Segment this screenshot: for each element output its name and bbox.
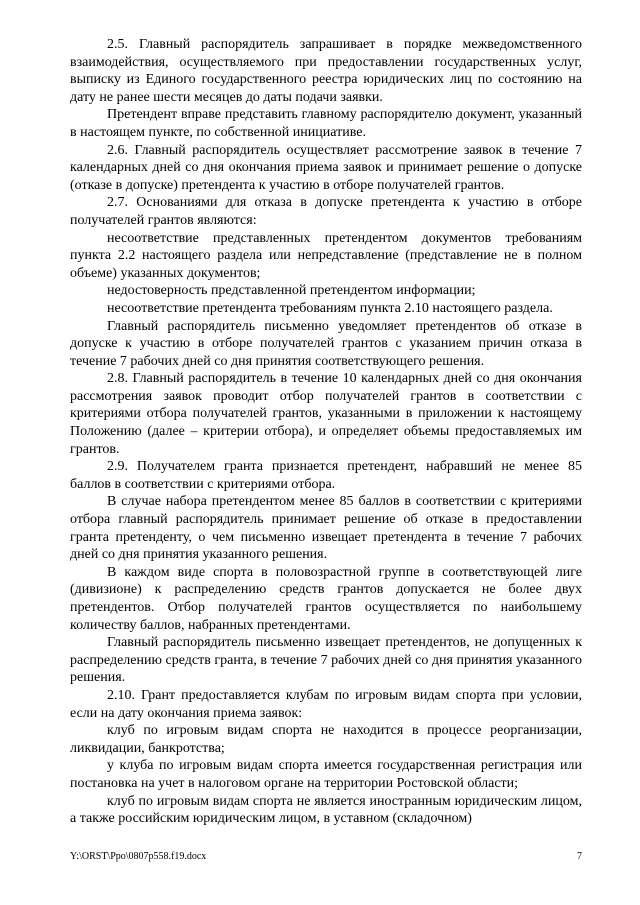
paragraph-2-8: 2.8. Главный распорядитель в течение 10 календарных дней со дня окончания рассмотрения заявок проводит отбор получателей грантов в соответствии с критериями отбора получателей грантов, указанными в приложении к настоящему Положению (далее – критерии отбора), и определяет объемы предоставляемых им грантов. — [70, 371, 582, 457]
list-item: клуб по игровым видам спорта не находится в процессе реорганизации, ликвидации, банкротства; — [70, 723, 582, 756]
paragraph-2-6: 2.6. Главный распорядитель осуществляет рассмотрение заявок в течение 7 календарных дней со дня окончания приема заявок и принимает решение о допуске (отказе в допуске) претендента к участию в отборе получателей грантов. — [70, 142, 582, 193]
paragraph-2-9: 2.9. Получателем гранта признается претендент, набравший не менее 85 баллов в соответствии с критериями отбора. — [70, 459, 582, 492]
paragraph-2-5: 2.5. Главный распорядитель запрашивает в порядке межведомственного взаимодействия, осуществляемого при предоставлении государственных услуг, выписку из Единого государственного реестра юридических лиц по состоянию на дату не ранее шести месяцев до даты подачи заявки. — [70, 37, 582, 105]
paragraph-2-7: 2.7. Основаниями для отказа в допуске претендента к участию в отборе получателей грантов являются: — [70, 195, 582, 228]
document-body — [70, 36, 582, 828]
page-number: 7 — [577, 851, 582, 862]
paragraph: В каждом виде спорта в половозрастной группе в соответствующей лиге (дивизионе) к распределению средств грантов допускается не более двух претендентов. Отбор получателей грантов осуществляется по наибольшему количеству баллов, набранных претендентами. — [70, 564, 582, 633]
list-item: несоответствие представленных претендентом документов требованиям пункта 2.2 настоящего раздела или непредставление (представление не в полном объеме) указанных документов; — [70, 230, 582, 281]
list-item: несоответствие претендента требованиям пункта 2.10 настоящего раздела. — [107, 300, 553, 316]
page-footer — [70, 850, 582, 864]
file-path: Y:\ORST\Ppo\0807p558.f19.docx — [70, 851, 207, 862]
list-item: у клуба по игровым видам спорта имеется государственная регистрация или постановка на учет в налоговом органе на территории Ростовской области; — [70, 758, 582, 791]
list-item: недостоверность представленной претендентом информации; — [107, 283, 476, 299]
paragraph: В случае набора претендентом менее 85 баллов в соответствии с критериями отбора главный распорядитель принимает решение об отказе в предоставлении гранта претенденту, о чем письменно извещает претендента в течение 7 рабочих дней со дня принятия указанного решения. — [70, 494, 582, 563]
paragraph: Главный распорядитель письменно извещает претендентов, не допущенных к распределению средств гранта, в течение 7 рабочих дней со дня принятия указанного решения. — [70, 635, 582, 686]
paragraph: Претендент вправе представить главному распорядителю документ, указанный в настоящем пункте, по собственной инициативе. — [70, 107, 582, 140]
paragraph-2-10: 2.10. Грант предоставляется клубам по игровым видам спорта при условии, если на дату окончания приема заявок: — [70, 687, 582, 721]
list-item: клуб по игровым видам спорта не является иностранным юридическим лицом, а также российским юридическим лицом, в уставном (складочном) — [70, 793, 582, 827]
paragraph: Главный распорядитель письменно уведомляет претендентов об отказе в допуске к участию в отборе получателей грантов с указанием причин отказа в течение 7 рабочих дней со дня принятия соответствующего решения. — [70, 318, 582, 369]
